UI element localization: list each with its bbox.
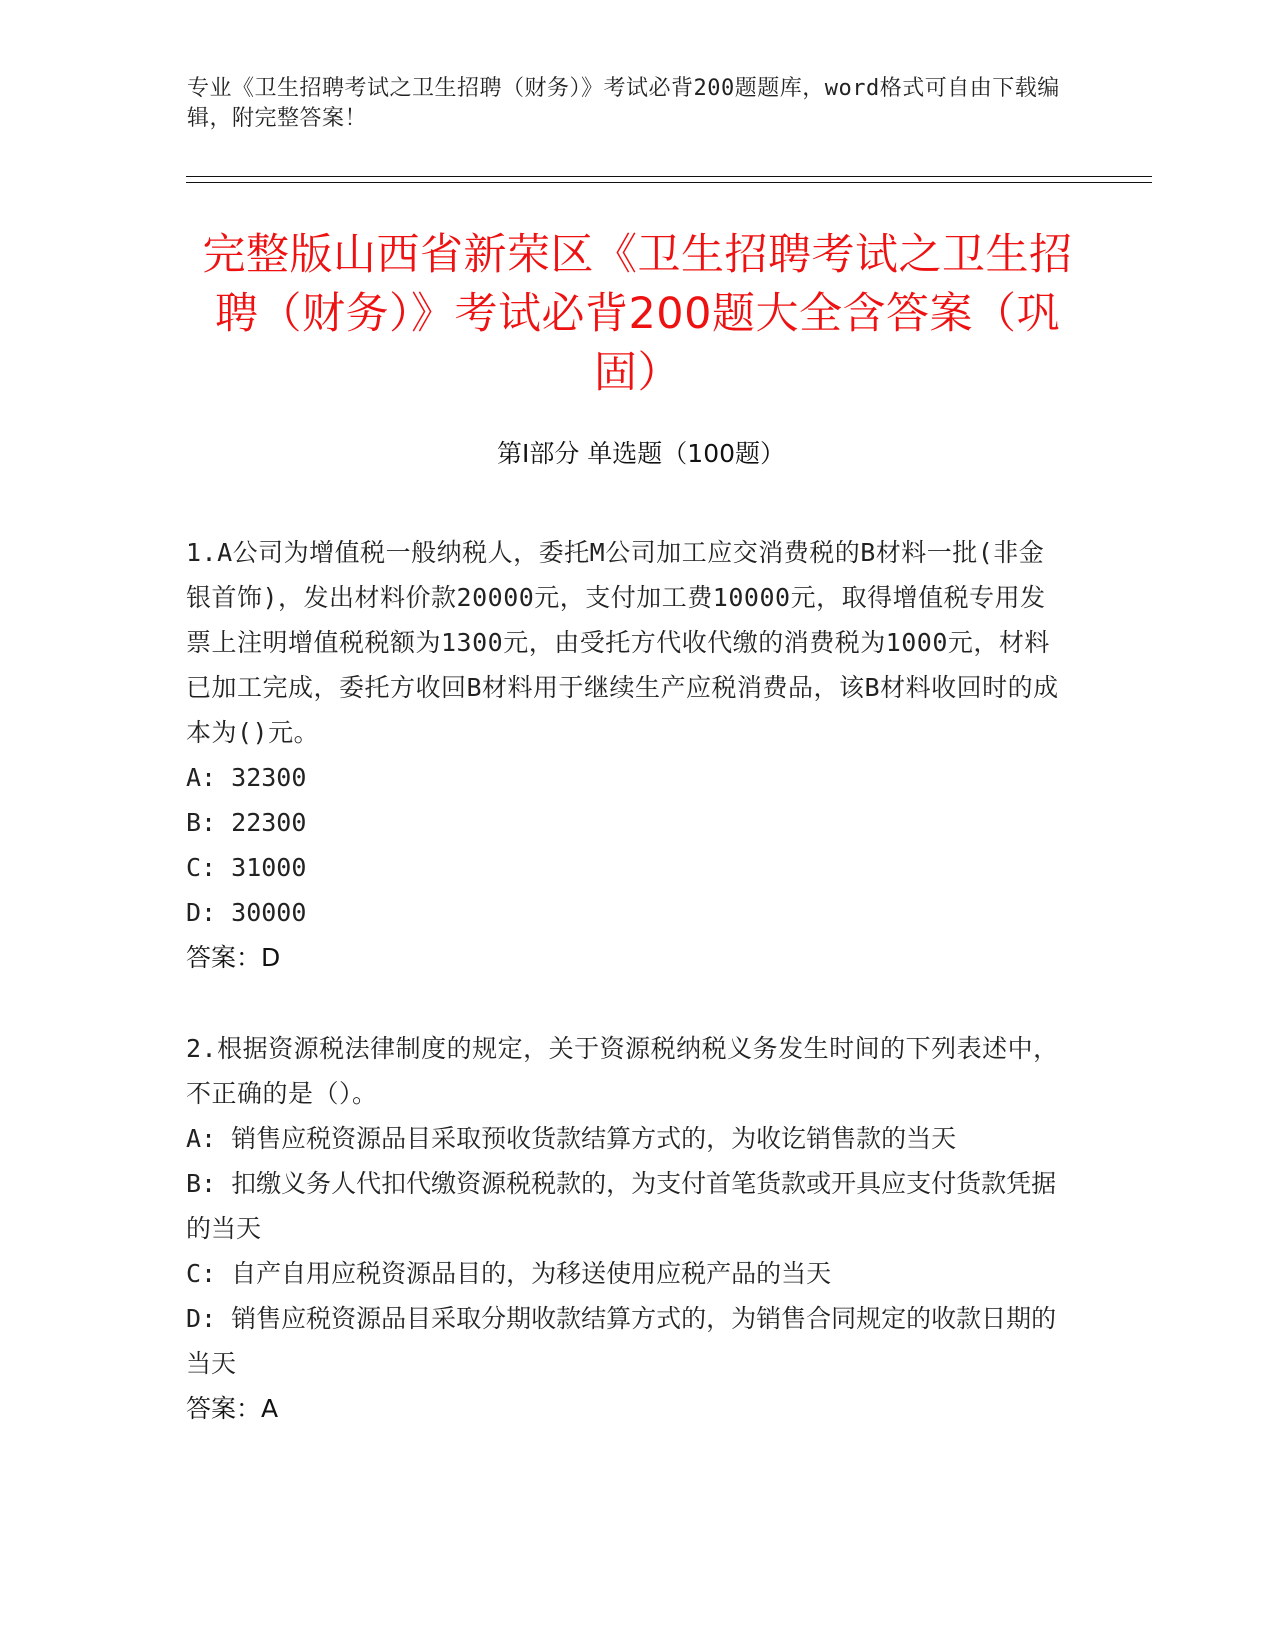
question-stem: 1.A公司为增值税一般纳税人，委托M公司加工应交消费税的B材料一批(非金银首饰)，发出材料价款20000元，支付加工费10000元，取得增值税专用发票上注明增值税税额为1300元，由受托方代收代缴的消费税为1000元，材料已加工完成，委托方收回B材料用于继续生产应税消费品，该B材料收回时的成本为()元。 (186, 538, 1059, 747)
question-stem: 2.根据资源税法律制度的规定，关于资源税纳税义务发生时间的下列表述中，不正确的是（）。 (186, 1034, 1059, 1108)
option-b: B: 22300 (186, 808, 307, 837)
option-d: D: 销售应税资源品目采取分期收款结算方式的，为销售合同规定的收款日期的当天 (186, 1304, 1057, 1378)
option-d: D: 30000 (186, 898, 307, 927)
section-title: 第Ⅰ部分 单选题（100题） (496, 439, 786, 468)
option-c: C: 31000 (186, 853, 307, 882)
option-c: C: 自产自用应税资源品目的，为移送使用应税产品的当天 (186, 1259, 832, 1288)
option-a: A: 32300 (186, 763, 307, 792)
answer: 答案：A (186, 1394, 279, 1423)
question-1 (186, 530, 1066, 980)
header-divider-top (186, 176, 1152, 177)
document-title: 完整版山西省新荣区《卫生招聘考试之卫生招聘（财务）》考试必背200题大全含答案（巩固） (202, 230, 1073, 398)
question-2 (186, 1026, 1066, 1431)
option-b: B: 扣缴义务人代扣代缴资源税税款的，为支付首笔货款或开具应支付货款凭据的当天 (186, 1169, 1057, 1243)
header-divider-bottom (186, 182, 1152, 183)
answer: 答案：D (186, 943, 281, 972)
header-note: 专业《卫生招聘考试之卫生招聘（财务）》考试必背200题题库，word格式可自由下载编辑，附完整答案！ (187, 76, 1060, 131)
option-a: A: 销售应税资源品目采取预收货款结算方式的，为收讫销售款的当天 (186, 1124, 957, 1153)
